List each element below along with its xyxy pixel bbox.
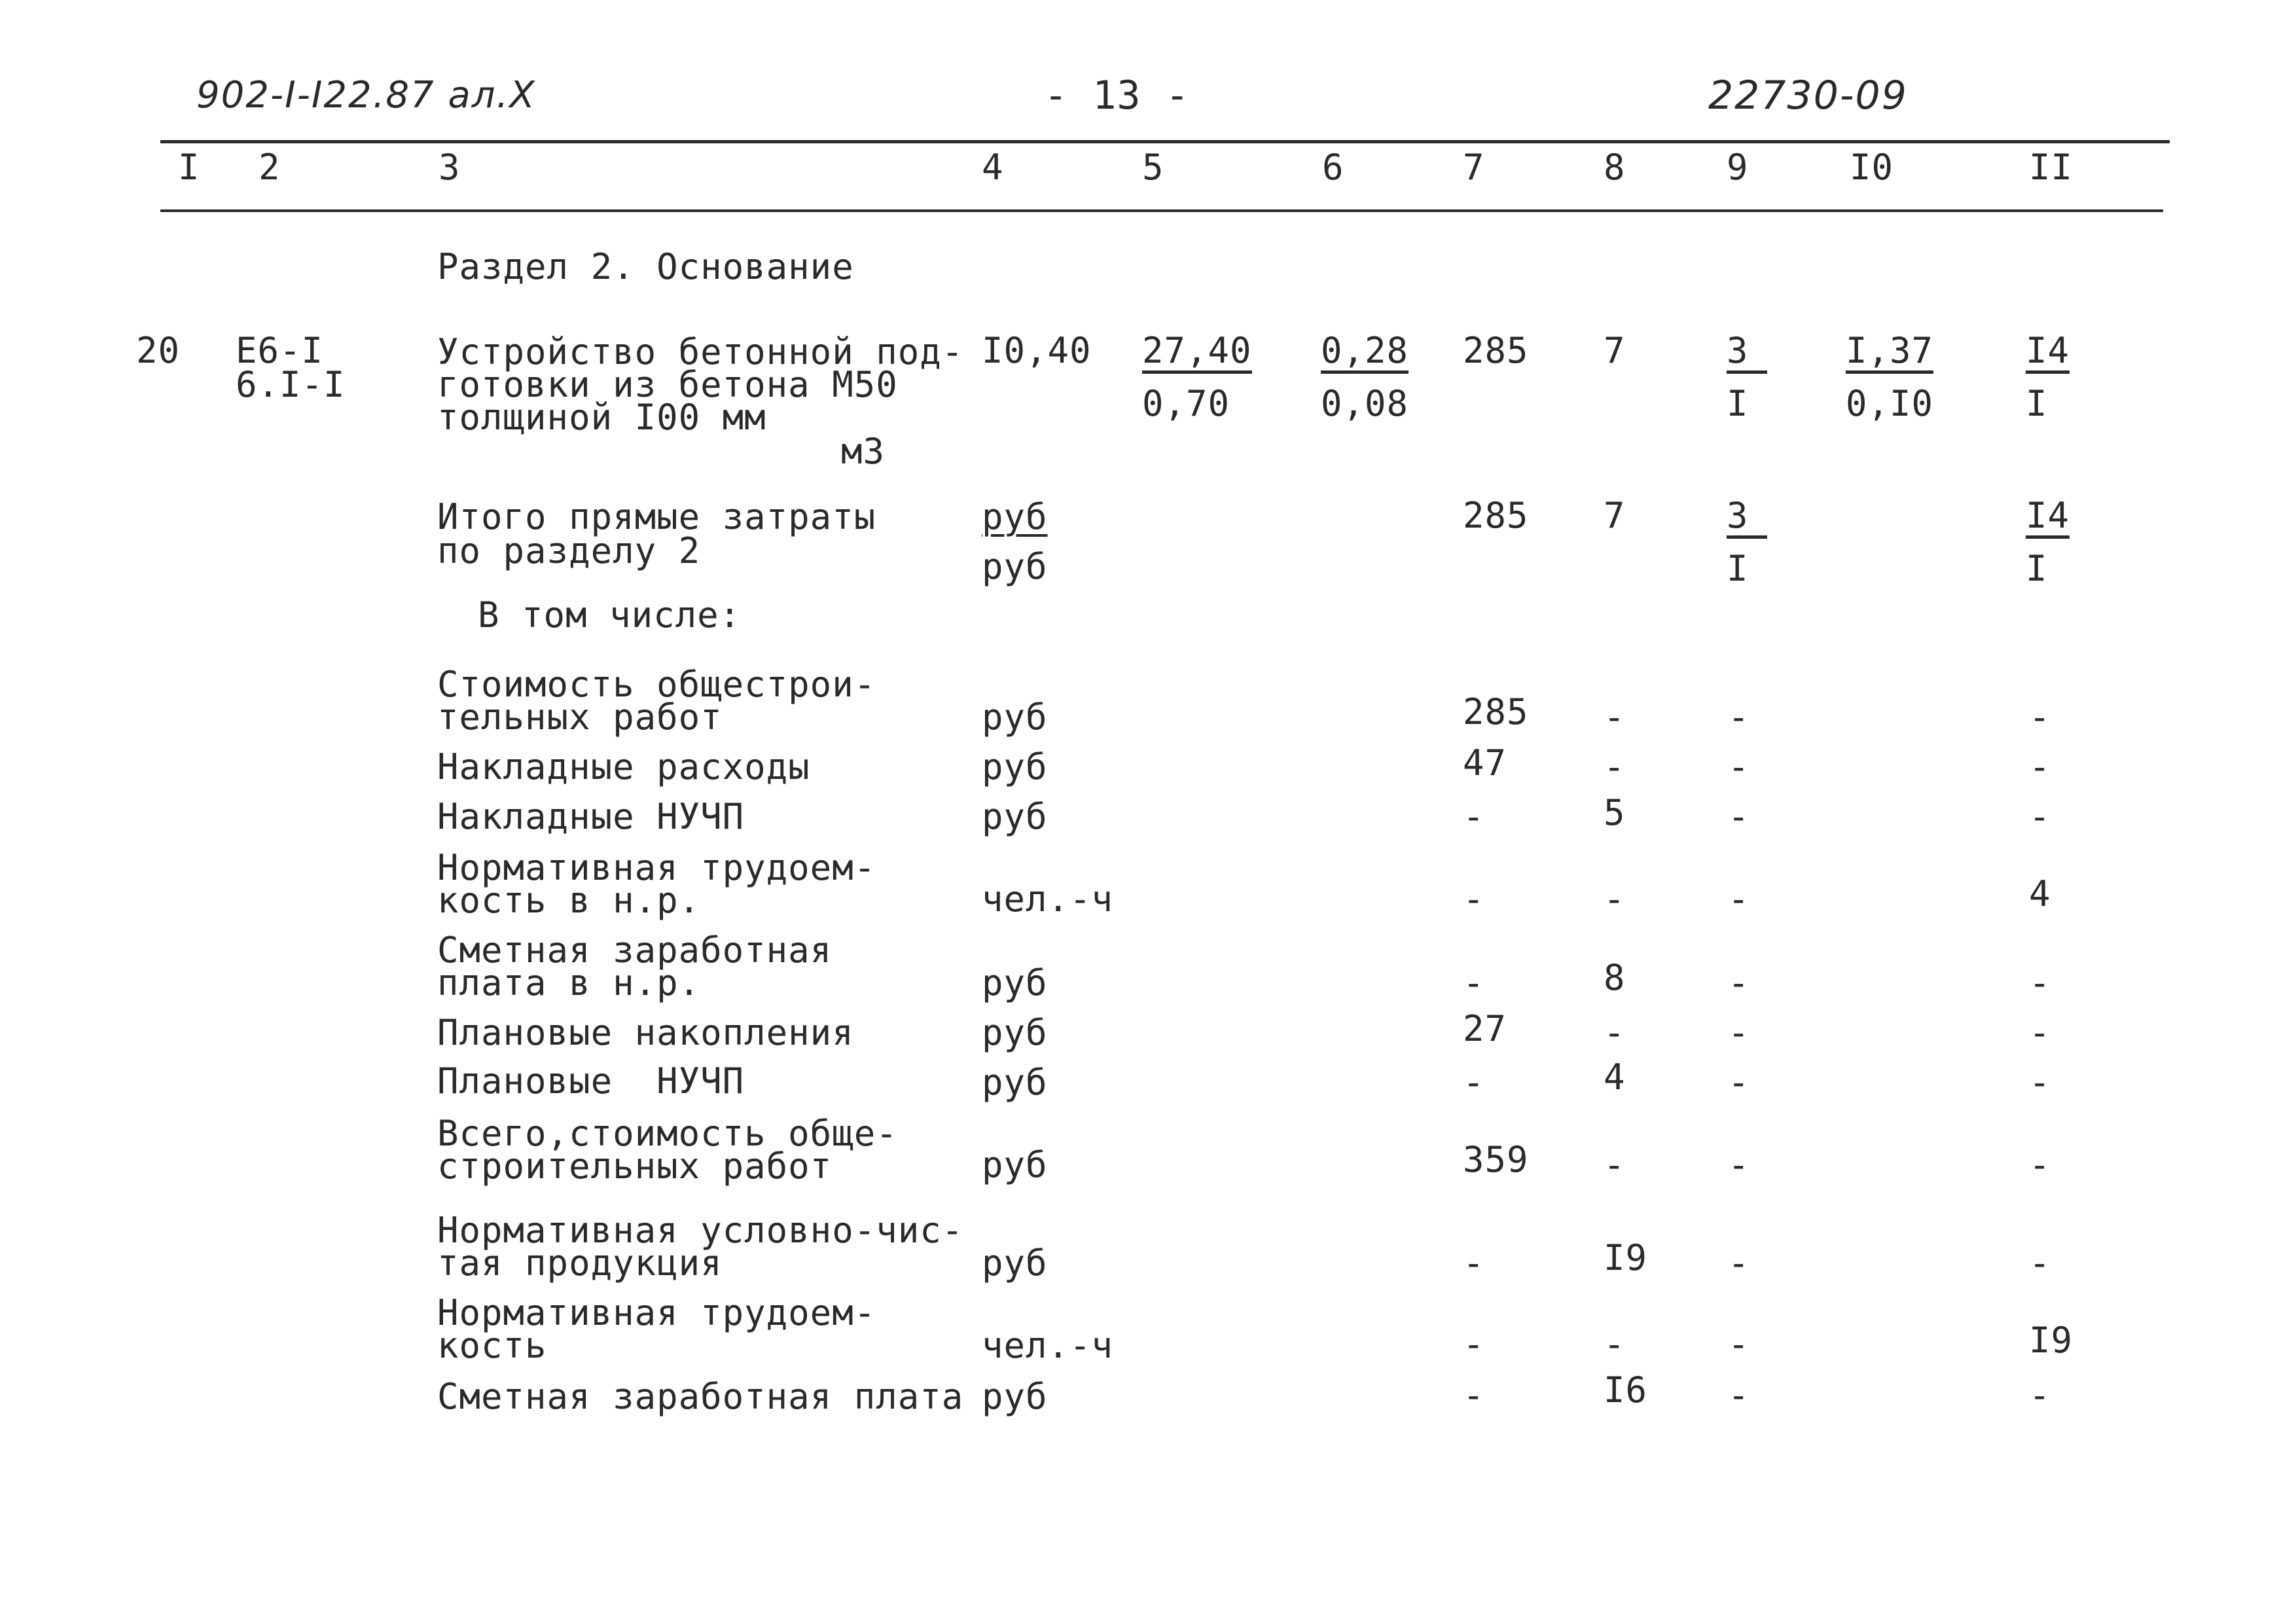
col-header-3: 3 [439, 147, 461, 188]
row-col11: - [2029, 1375, 2051, 1416]
row-col7: - [1463, 962, 1485, 1003]
row-col11: - [2029, 1242, 2051, 1284]
item-col5-fraction [1142, 330, 1252, 424]
item-code-line1: Е6-I [236, 330, 324, 371]
col-header-11: II [2029, 147, 2073, 188]
row-description-line1: Стоимость общестрои- [437, 664, 876, 705]
row-col8: - [1604, 1144, 1626, 1185]
total-col11-top: I4 [2026, 497, 2070, 539]
row-description-line2: тельных работ [437, 696, 723, 738]
row-unit: чел.-ч [982, 878, 1114, 920]
row-col9: - [1728, 878, 1750, 920]
row-col8: - [1604, 696, 1626, 738]
item-col9-top: 3 [1727, 333, 1767, 374]
total-col9-bottom: I [1727, 548, 1749, 589]
row-unit: руб [982, 1144, 1048, 1185]
item-description-line3: толщиной I00 мм [437, 397, 766, 438]
total-unit-bottom: руб [982, 546, 1048, 587]
row-col9: - [1728, 696, 1750, 738]
row-col9: - [1728, 1012, 1750, 1053]
row-col7: - [1463, 1062, 1485, 1103]
total-description-line1: Итого прямые затраты [437, 496, 876, 537]
row-unit: руб [982, 796, 1048, 837]
row-col9: - [1728, 1324, 1750, 1365]
col-header-10: I0 [1850, 147, 1894, 188]
row-description-line1: Нормативная условно-чис- [437, 1210, 964, 1251]
row-col7: 27 [1463, 1008, 1507, 1049]
row-description-line1: Всего,стоимость обще- [437, 1113, 898, 1154]
row-unit: чел.-ч [982, 1325, 1114, 1366]
row-col7: 359 [1463, 1139, 1529, 1180]
item-col5-bottom: 0,70 [1142, 383, 1230, 424]
item-number: 20 [136, 330, 181, 371]
row-col9: - [1728, 1375, 1750, 1416]
total-col11-bottom: I [2026, 548, 2048, 589]
including-label: В том числе: [478, 594, 742, 636]
item-col6-top: 0,28 [1321, 333, 1408, 374]
total-col9-top: 3 [1727, 497, 1767, 539]
row-col7: - [1463, 796, 1485, 837]
item-code-line2: 6.I-I [236, 364, 346, 405]
row-col8: - [1604, 746, 1626, 787]
item-col7: 285 [1463, 330, 1529, 371]
col-header-1: I [178, 147, 200, 188]
item-description-line2: готовки из бетона М50 [437, 364, 898, 405]
item-col9-fraction [1727, 330, 1767, 424]
doc-code: 902-I-I22.87 ал.X [196, 74, 536, 117]
col-header-9: 9 [1727, 147, 1749, 188]
item-col10-bottom: 0,I0 [1846, 383, 1934, 424]
col-header-8: 8 [1604, 147, 1626, 188]
item-col9-bottom: I [1727, 383, 1749, 424]
row-description-line1: Нормативная трудоем- [437, 1292, 876, 1333]
row-description-line2: кость в н.р. [437, 880, 701, 921]
page-number: - 13 - [1044, 73, 1190, 118]
row-col7: - [1463, 1375, 1485, 1416]
row-description-line1: Накладные расходы [437, 746, 810, 787]
item-col11-top: I4 [2026, 333, 2070, 374]
row-col9: - [1728, 1062, 1750, 1103]
total-col9-fraction [1727, 497, 1767, 587]
row-col7: - [1463, 1242, 1485, 1284]
item-col8: 7 [1604, 330, 1626, 371]
row-unit: руб [982, 1376, 1048, 1417]
row-col8: - [1604, 1324, 1626, 1365]
row-unit: руб [982, 746, 1048, 787]
row-description-line2: тая продукция [437, 1242, 723, 1284]
row-description-line1: Нормативная трудоем- [437, 847, 876, 888]
row-col8: I6 [1604, 1369, 1648, 1411]
row-col8: - [1604, 1012, 1626, 1053]
total-col11-fraction [2026, 497, 2070, 587]
item-col6-bottom: 0,08 [1321, 383, 1409, 424]
table-top-rule [160, 140, 2170, 143]
row-col8: 5 [1604, 792, 1626, 833]
col-header-2: 2 [259, 147, 281, 188]
row-col8: I9 [1604, 1237, 1648, 1278]
row-col11: - [2029, 1012, 2051, 1053]
item-description-line1: Устройство бетонной под- [437, 331, 964, 372]
row-description-line1: Сметная заработная плата [437, 1376, 964, 1417]
row-description-line1: Плановые НУЧП [437, 1060, 745, 1102]
row-col7: - [1463, 878, 1485, 920]
item-quantity: I0,40 [982, 330, 1092, 371]
row-col8: 4 [1604, 1056, 1626, 1098]
row-col7: - [1463, 1324, 1485, 1365]
row-col11: - [2029, 1062, 2051, 1103]
row-col11: - [2029, 1144, 2051, 1185]
row-unit: руб [982, 1062, 1048, 1103]
section-title: Раздел 2. Основание [437, 246, 854, 287]
row-col8: 8 [1604, 957, 1626, 998]
row-col11: - [2029, 962, 2051, 1003]
item-unit: м3 [841, 431, 886, 472]
total-col8: 7 [1604, 495, 1626, 536]
row-col7: 285 [1463, 691, 1529, 732]
row-description-line2: кость [437, 1325, 547, 1366]
row-description-line1: Сметная заработная [437, 929, 833, 971]
table-header-rule [160, 209, 2163, 212]
row-col9: - [1728, 796, 1750, 837]
row-col11: - [2029, 696, 2051, 738]
row-col8: - [1604, 878, 1626, 920]
total-description-line2: по разделу 2 [437, 530, 701, 571]
col-header-7: 7 [1463, 147, 1485, 188]
item-col11-bottom: I [2026, 383, 2048, 424]
item-col10-top: I,37 [1846, 333, 1933, 374]
col-header-4: 4 [982, 147, 1004, 188]
row-col11: - [2029, 796, 2051, 837]
row-col11: 4 [2029, 873, 2051, 914]
row-col9: - [1728, 1144, 1750, 1185]
col-header-6: 6 [1322, 147, 1344, 188]
row-unit: руб [982, 1012, 1048, 1053]
total-col7: 285 [1463, 495, 1529, 536]
item-col6-fraction [1321, 330, 1409, 424]
row-col9: - [1728, 962, 1750, 1003]
row-col11: - [2029, 746, 2051, 787]
row-col9: - [1728, 1242, 1750, 1284]
total-unit-top: руб [982, 496, 1048, 537]
row-col7: 47 [1463, 742, 1507, 784]
row-unit: руб [982, 962, 1048, 1003]
col-header-5: 5 [1142, 147, 1164, 188]
doc-number: 22730-09 [1708, 73, 1908, 118]
row-col9: - [1728, 746, 1750, 787]
item-col5-top: 27,40 [1142, 333, 1252, 374]
row-description-line2: строительных работ [437, 1146, 833, 1187]
row-description-line2: плата в н.р. [437, 962, 701, 1003]
row-unit: руб [982, 1242, 1048, 1284]
item-col10-fraction [1846, 330, 1934, 424]
row-unit: руб [982, 696, 1048, 738]
item-col11-fraction [2026, 330, 2070, 424]
row-col11: I9 [2029, 1320, 2073, 1361]
row-description-line1: Плановые накопления [437, 1012, 854, 1053]
row-description-line1: Накладные НУЧП [437, 796, 745, 837]
